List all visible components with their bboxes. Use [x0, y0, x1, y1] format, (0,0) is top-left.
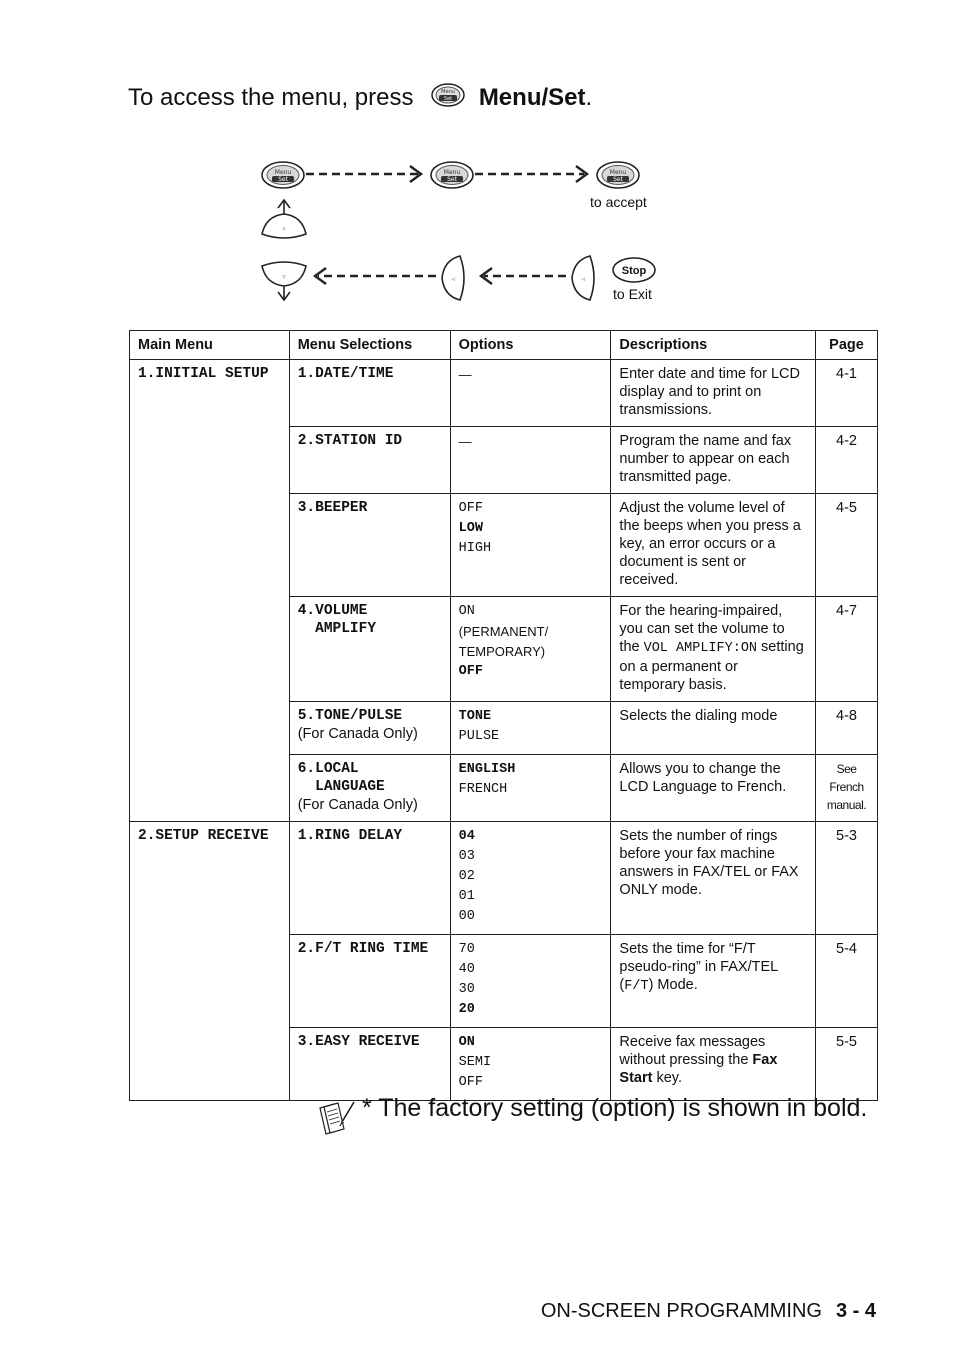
description-cell: [611, 1028, 816, 1101]
option-value: 03: [458, 849, 475, 864]
option-value: TEMPORARY): [458, 644, 546, 659]
title-suffix: .: [585, 83, 593, 111]
menu-set-button-icon: [262, 162, 304, 188]
page-cell: 5-4: [816, 935, 878, 1028]
menu-selection-label: 3.EASY RECEIVE: [297, 1034, 420, 1050]
menu-selection-cell: [289, 755, 450, 822]
menu-selection-cell: [289, 427, 450, 494]
left-arrow-button-icon: [572, 256, 594, 300]
description-cell: [611, 822, 816, 935]
option-value: OFF: [458, 501, 483, 516]
page-cell: 4-8: [816, 702, 878, 755]
note-pad-icon: [316, 1098, 356, 1138]
options-cell: [450, 935, 611, 1028]
description-text: key.: [652, 1070, 683, 1086]
accept-label: to accept: [590, 194, 647, 210]
svg-text:Stop: Stop: [621, 265, 647, 277]
description-cell: [611, 755, 816, 822]
option-value: 30: [458, 982, 475, 997]
menu-selection-label: 5.TONE/PULSE: [297, 708, 403, 724]
option-value: 70: [458, 942, 475, 957]
table-row: [130, 822, 878, 935]
description-text: ) Mode.: [648, 977, 698, 993]
note-text: * The factory setting (option) is shown in bold.: [362, 1094, 868, 1122]
description-text: VOL AMPLIFY:ON: [643, 641, 758, 656]
option-value: HIGH: [458, 541, 492, 556]
svg-text:◃: ◃: [451, 275, 455, 283]
exit-label: to Exit: [613, 286, 652, 302]
menu-selection-cell: [289, 360, 450, 427]
options-cell: [450, 702, 611, 755]
description-text: F/T: [624, 979, 649, 994]
left-arrow-icon: [315, 268, 436, 284]
option-value: SEMI: [458, 1055, 492, 1070]
description-text: Enter date and time for LCD display and to print on transmissions.: [619, 366, 800, 418]
description-text: Sets the time for “F/T pseudo-ring” in FAX/TEL (: [619, 941, 778, 993]
menu-selection-label: 6.LOCAL LANGUAGE: [297, 761, 385, 795]
description-text: Sets the number of rings before your fax machine answers in FAX/TEL or FAX ONLY mode.: [619, 828, 799, 898]
option-value: OFF: [458, 664, 483, 679]
option-value: 40: [458, 962, 475, 977]
option-value: 02: [458, 869, 475, 884]
menu-selection-note: (For Canada Only): [297, 797, 418, 813]
option-value: (PERMANENT/: [458, 624, 549, 639]
description-text: Program the name and fax number to appear on each transmitted page.: [619, 433, 792, 485]
options-cell: [450, 822, 611, 935]
menu-selection-note: (For Canada Only): [297, 726, 418, 742]
option-value: 04: [458, 829, 475, 844]
footer-page-number: 3 - 4: [835, 1300, 876, 1322]
page-cell: See French manual.: [816, 755, 878, 822]
options-cell: [450, 360, 611, 427]
option-value: —: [458, 367, 472, 382]
option-value: 01: [458, 889, 475, 904]
left-arrow-icon: [481, 268, 566, 284]
menu-selection-cell: [289, 494, 450, 597]
description-text: Fax Start: [619, 1052, 778, 1086]
svg-text:Menu: Menu: [274, 169, 292, 176]
page-title: [128, 82, 592, 115]
description-cell: [611, 597, 816, 702]
svg-text:Set: Set: [278, 176, 288, 183]
header-options: Options: [450, 331, 611, 360]
table-row: [130, 360, 878, 427]
menu-set-button-icon: [431, 162, 473, 188]
table-header-row: [130, 331, 878, 360]
description-cell: [611, 494, 816, 597]
description-cell: [611, 427, 816, 494]
page-cell: 5-5: [816, 1028, 878, 1101]
menu-selection-label: 2.F/T RING TIME: [297, 941, 429, 957]
description-text: For the hearing-impaired, you can set the volume to the: [619, 603, 785, 655]
page-cell: 5-3: [816, 822, 878, 935]
options-cell: [450, 597, 611, 702]
page-cell: 4-5: [816, 494, 878, 597]
option-value: TONE: [458, 709, 492, 724]
svg-text:▿: ▿: [282, 273, 286, 281]
up-arrow-button-icon: [262, 200, 306, 238]
menu-selection-cell: [289, 702, 450, 755]
title-prefix: To access the menu, press: [128, 83, 414, 111]
svg-text:◃: ◃: [581, 275, 585, 283]
options-cell: [450, 427, 611, 494]
description-text: setting on a permanent or temporary basis.: [619, 639, 804, 693]
svg-text:Set: Set: [613, 176, 623, 183]
option-value: OFF: [458, 1075, 483, 1090]
page-cell: 4-1: [816, 360, 878, 427]
left-arrow-button-icon: [442, 256, 464, 300]
option-value: FRENCH: [458, 782, 508, 797]
menu-selection-cell: [289, 597, 450, 702]
page-cell: 4-7: [816, 597, 878, 702]
options-cell: [450, 755, 611, 822]
svg-text:Menu: Menu: [443, 169, 461, 176]
option-value: ON: [458, 604, 475, 619]
svg-text:Set: Set: [444, 96, 453, 102]
menu-set-button-icon: [430, 82, 466, 115]
menu-selection-cell: [289, 1028, 450, 1101]
options-cell: [450, 1028, 611, 1101]
description-cell: [611, 935, 816, 1028]
description-text: Selects the dialing mode: [619, 708, 778, 724]
page-footer: [541, 1300, 876, 1323]
options-cell: [450, 494, 611, 597]
menu-selection-label: 4.VOLUME AMPLIFY: [297, 603, 377, 637]
menu-selection-label: 2.STATION ID: [297, 433, 403, 449]
footer-section: ON-SCREEN PROGRAMMING: [540, 1300, 822, 1322]
menu-selection-cell: [289, 822, 450, 935]
main-menu-cell: 2.SETUP RECEIVE: [130, 822, 290, 1101]
title-button-name: Menu/Set: [478, 83, 586, 111]
menu-set-button-icon: [597, 162, 639, 188]
menu-selection-label: 1.RING DELAY: [297, 828, 403, 844]
header-main-menu: Main Menu: [130, 331, 290, 360]
option-value: 20: [458, 1002, 475, 1017]
svg-text:▵: ▵: [282, 224, 286, 232]
option-value: PULSE: [458, 729, 500, 744]
menu-table: [129, 330, 878, 1101]
header-menu-selections: Menu Selections: [289, 331, 450, 360]
description-cell: [611, 360, 816, 427]
menu-selection-label: 3.BEEPER: [297, 500, 368, 516]
option-value: LOW: [458, 521, 483, 536]
main-menu-cell: 1.INITIAL SETUP: [130, 360, 290, 822]
menu-selection-cell: [289, 935, 450, 1028]
description-text: Allows you to change the LCD Language to French.: [619, 761, 787, 795]
stop-button-icon: [613, 258, 655, 282]
header-descriptions: Descriptions: [611, 331, 816, 360]
right-arrow-icon: [475, 166, 587, 182]
menu-selection-label: 1.DATE/TIME: [297, 366, 394, 382]
svg-text:Menu: Menu: [441, 89, 456, 95]
description-cell: [611, 702, 816, 755]
option-value: 00: [458, 909, 475, 924]
option-value: ENGLISH: [458, 762, 516, 777]
description-text: Receive fax messages without pressing the: [619, 1034, 766, 1068]
right-arrow-icon: [306, 166, 421, 182]
svg-text:Set: Set: [447, 176, 457, 183]
option-value: ON: [458, 1035, 475, 1050]
page-cell: 4-2: [816, 427, 878, 494]
description-text: Adjust the volume level of the beeps when you press a key, an error occurs or a document is sent or received.: [619, 500, 801, 588]
header-page: Page: [816, 331, 878, 360]
option-value: —: [458, 434, 472, 449]
svg-text:Menu: Menu: [609, 169, 627, 176]
down-arrow-button-icon: [262, 262, 306, 300]
navigation-diagram: [258, 150, 678, 310]
